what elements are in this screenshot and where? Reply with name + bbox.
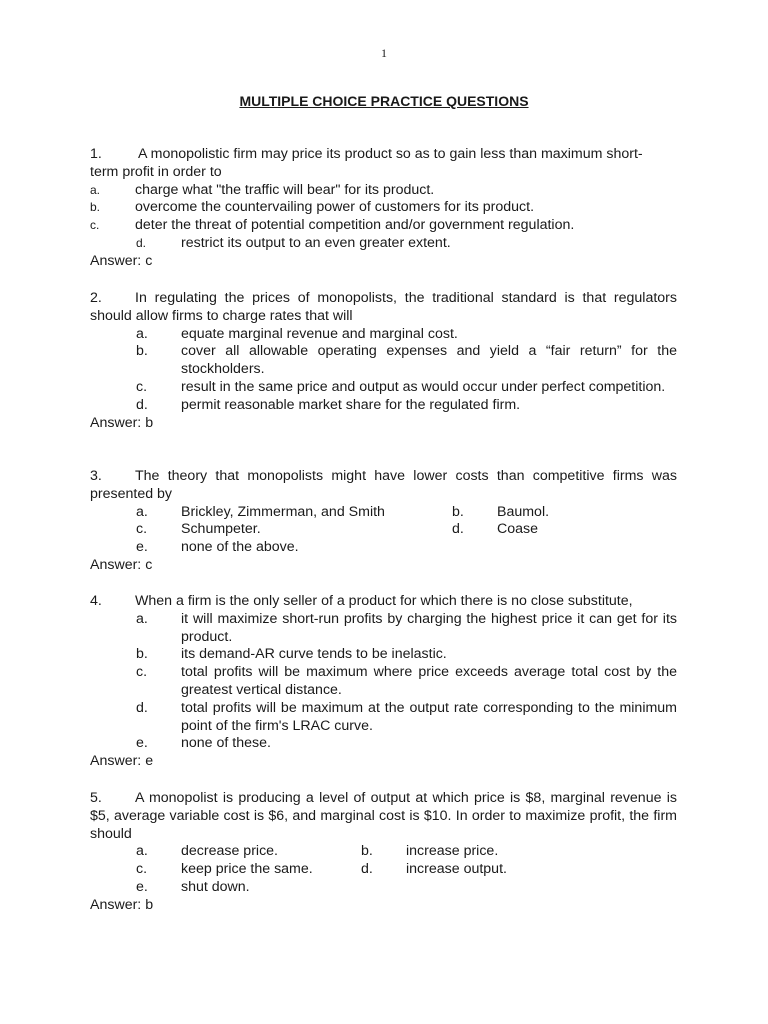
option-text: total profits will be maximum at the output rate corresponding to the minimum point of the firm's LRAC curve. (181, 699, 677, 734)
option-letter: c. (90, 218, 100, 233)
option-letter: a. (136, 843, 148, 860)
question-2 (90, 290, 677, 432)
question-number: 4. (90, 593, 102, 609)
option-letter: b. (452, 503, 464, 520)
option-a-text: Brickley, Zimmerman, and Smith (181, 503, 385, 520)
option-b (90, 646, 677, 664)
option-b (90, 199, 677, 217)
option-text: deter the threat of potential competition and/or government regulation. (135, 217, 575, 234)
question-stem (90, 593, 677, 611)
option-row (90, 521, 677, 539)
option-d (90, 235, 677, 253)
question-number: 2. (90, 290, 102, 306)
question-number: 5. (90, 790, 102, 806)
option-letter: e. (136, 878, 148, 895)
question-stem-text: When a firm is the only seller of a product for which there is no close substitute, (135, 593, 633, 609)
option-row (90, 504, 677, 522)
option-e-text: shut down. (181, 878, 250, 895)
page-number: 1 (381, 46, 387, 60)
answer-line: Answer: c (90, 556, 153, 573)
option-text: permit reasonable market share for the regulated firm. (181, 396, 521, 413)
option-letter: d. (136, 699, 148, 716)
question-3 (90, 468, 677, 575)
question-stem-continued: term profit in order to (90, 163, 222, 180)
option-d (90, 700, 677, 736)
answer-line: Answer: e (90, 753, 154, 770)
question-stem (90, 790, 677, 843)
option-letter: a. (136, 610, 148, 627)
option-letter: b. (90, 200, 101, 215)
option-e (90, 735, 677, 753)
option-text: its demand-AR curve tends to be inelastic. (181, 646, 447, 663)
option-b-text: increase price. (406, 843, 499, 860)
answer-line: Answer: c (90, 252, 153, 269)
option-letter: b. (361, 843, 373, 860)
option-letter: a. (136, 503, 148, 520)
option-text: restrict its output to an even greater extent. (181, 234, 451, 251)
option-d-text: increase output. (406, 861, 507, 878)
option-letter: a. (90, 182, 101, 197)
question-4 (90, 593, 677, 771)
answer-line: Answer: b (90, 414, 154, 431)
option-text: none of these. (181, 735, 271, 752)
question-stem-text: In regulating the prices of monopolists, the traditional standard is that regulators should allow firms to charge rates that will (90, 290, 677, 324)
option-text: cover all allowable operating expenses and yield a “fair return” for the stockholders. (181, 343, 677, 378)
option-c (90, 379, 677, 397)
option-c (90, 217, 677, 235)
question-1 (90, 146, 677, 271)
option-d-text: Coase (497, 521, 539, 538)
question-stem (90, 468, 677, 504)
option-text: equate marginal revenue and marginal cost. (181, 325, 458, 342)
answer-line: Answer: b (90, 896, 154, 913)
option-letter: a. (136, 325, 148, 342)
page-title: MULTIPLE CHOICE PRACTICE QUESTIONS (239, 93, 529, 109)
option-c-text: Schumpeter. (181, 521, 261, 538)
option-b (90, 343, 677, 379)
option-c-text: keep price the same. (181, 861, 313, 878)
option-a (90, 182, 677, 200)
option-letter: d. (136, 396, 148, 413)
option-letter: e. (136, 539, 148, 556)
option-letter: d. (361, 861, 373, 878)
option-letter: b. (136, 646, 148, 663)
question-number: 3. (90, 468, 102, 484)
option-row (90, 879, 677, 897)
question-stem-text: A monopolist is producing a level of output at which price is $8, marginal revenue is $5, average variable cost is $6, and marginal cost is $10. In order to maximize profit, the firm should (90, 790, 677, 842)
option-letter: d. (452, 521, 464, 538)
option-row (90, 539, 677, 557)
option-d (90, 397, 677, 415)
option-text: result in the same price and output as would occur under perfect competition. (181, 378, 666, 395)
option-letter: c. (136, 664, 148, 681)
option-letter: c. (136, 861, 148, 878)
option-text: total profits will be maximum where price exceeds average total cost by the greatest vertical distance. (181, 664, 677, 698)
option-c (90, 664, 677, 700)
question-5 (90, 790, 677, 915)
option-e-text: none of the above. (181, 539, 299, 556)
option-a-text: decrease price. (181, 843, 278, 860)
question-stem (90, 290, 677, 326)
option-text: it will maximize short-run profits by charging the highest price it can get for its product. (181, 610, 677, 645)
option-a (90, 326, 677, 344)
question-stem-text: The theory that monopolists might have lower costs than competitive firms was presented by (90, 468, 677, 502)
option-a (90, 611, 677, 647)
option-text: overcome the countervailing power of customers for its product. (135, 199, 535, 216)
option-b-text: Baumol. (497, 503, 550, 520)
option-row (90, 843, 677, 861)
option-letter: d. (136, 235, 147, 250)
option-letter: e. (136, 735, 148, 752)
option-letter: c. (136, 521, 148, 538)
question-number: 1. (90, 146, 102, 162)
option-letter: c. (136, 378, 148, 395)
option-row (90, 861, 677, 879)
option-text: charge what "the traffic will bear" for its product. (135, 181, 435, 198)
option-letter: b. (136, 343, 148, 360)
question-stem: A monopolistic firm may price its product so as to gain less than maximum short- (138, 146, 643, 162)
